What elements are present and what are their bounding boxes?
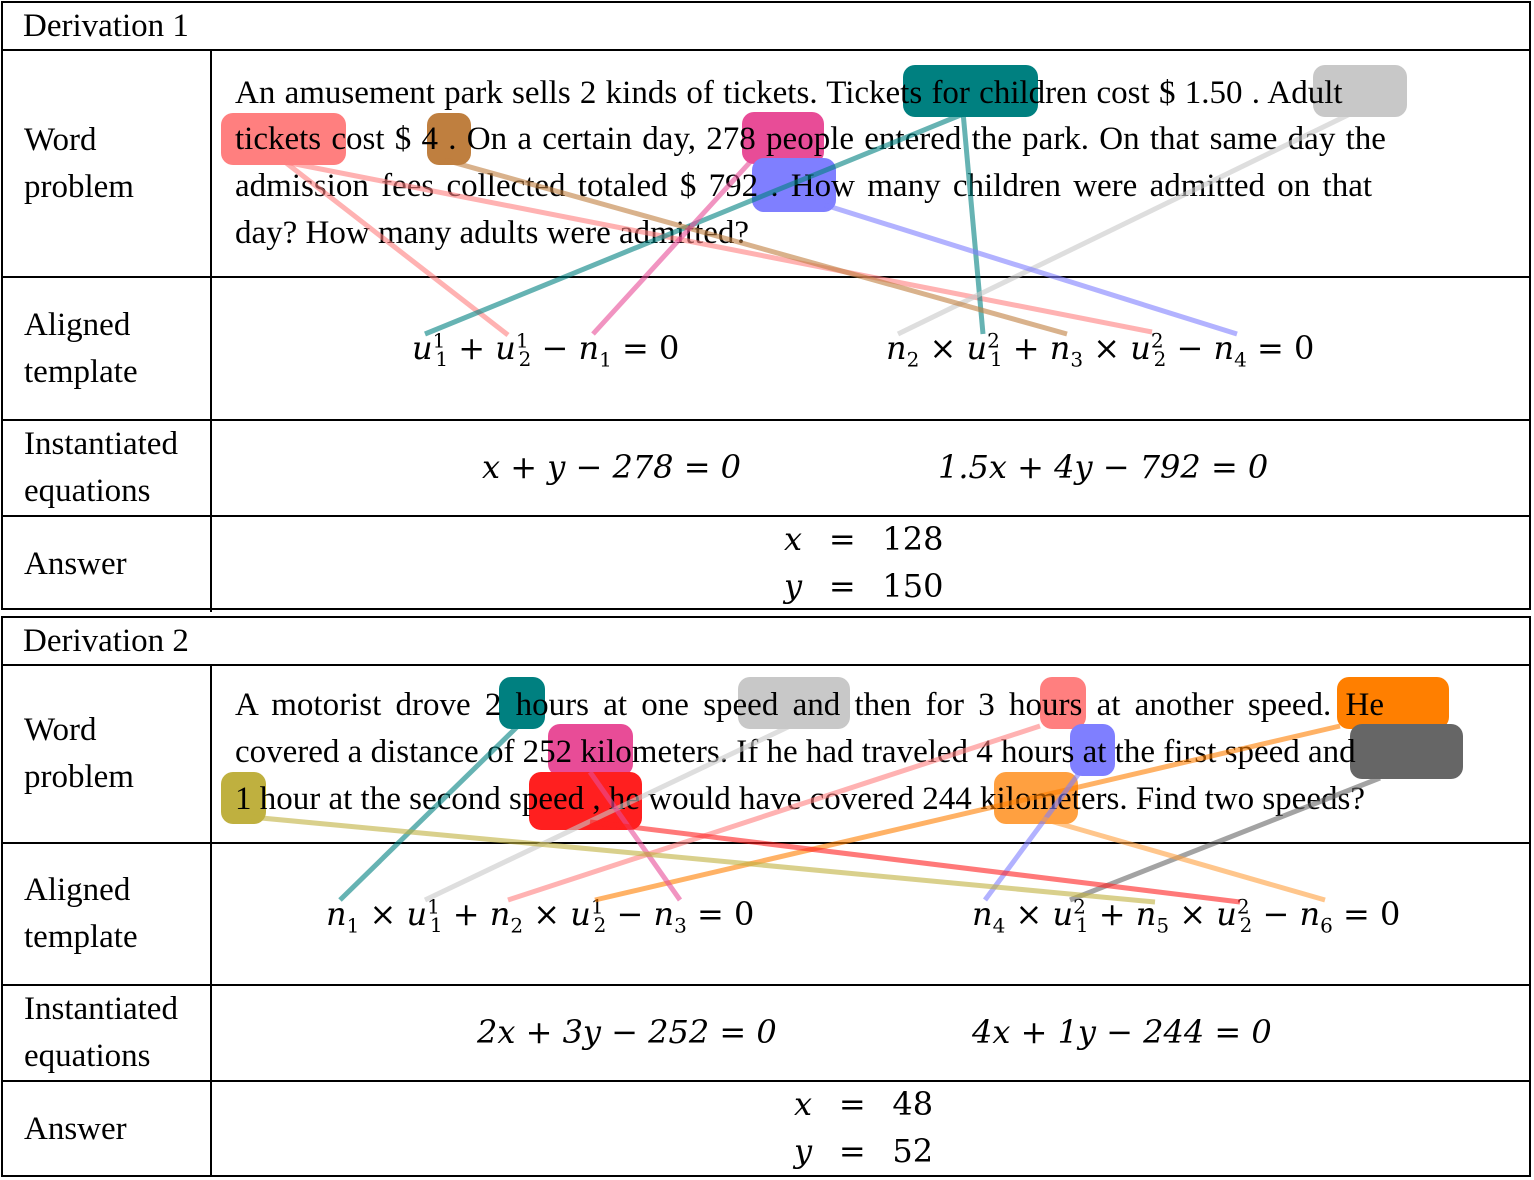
label-line: Aligned [24,872,131,908]
answer-eq: = [838,1085,866,1123]
word-problem-line: 1 hour at the second speed , he would have covered 244 kilometers. Find two speeds? [235,781,1365,817]
word-problem-line: admission fees collected totaled $ 792 . How many children were admitted on that [235,168,1373,204]
answer-value: 150 [882,567,944,605]
aligned-template-cell [212,278,1529,419]
derivation-title: Derivation 1 [3,3,1529,51]
instantiated-equations-cell [212,986,1529,1080]
derivation-1-table [1,1,1531,610]
instantiated-equations-row [3,421,1529,517]
word-problem-line: A motorist drove 2 hours at one speed and then for 3 hours at another speed. He [235,687,1384,723]
instantiated-equation-2: 4x + 1y − 244 = 0 [972,1013,1272,1051]
instantiated-equation-1: 2x + 3y − 252 = 0 [477,1013,777,1051]
aligned-template-row [3,278,1529,421]
answer-cell [212,517,1529,612]
row-label [3,986,212,1080]
label-line: template [24,353,138,390]
answer-var: y [794,1132,813,1170]
label-line: Instantiated [24,426,178,462]
answer-row [3,1082,1529,1177]
label-line: Answer [24,1111,127,1147]
answer-var: x [784,520,803,558]
row-label [3,844,212,984]
row-label [3,666,212,842]
instantiated-equations-row [3,986,1529,1082]
word-problem-line: day? How many adults were admitted? [235,215,750,251]
answer-value: 128 [882,520,944,558]
label-line: equations [24,1038,151,1074]
answer-eq: = [828,567,856,605]
answer-x [794,1084,933,1124]
row-label [3,1082,212,1177]
label-line: Word [24,121,97,158]
word-problem-row [3,51,1529,278]
label-line: Aligned [24,306,131,343]
template-equation-2: $n_2 \times u^2_1 + n_3 \times u^2_2 - n_4 = 0$ [886,328,1315,372]
highlight-speed-3 [1350,724,1463,779]
instantiated-equations-cell [212,421,1529,515]
word-problem-line: covered a distance of 252 kilometers. If he had traveled 4 hours at the first speed and [235,734,1356,770]
label-line: template [24,919,138,955]
answer-var: y [784,567,803,605]
word-problem-line: tickets cost $ 4 . On a certain day, 278 people entered the park. On that same day the [235,121,1386,157]
word-problem-cell [212,666,1529,842]
word-problem-line: An amusement park sells 2 kinds of tickets. Tickets for children cost $ 1.50 . Adult [235,75,1343,111]
answer-x [784,519,943,559]
label-line: problem [24,759,134,795]
label-line: Answer [24,546,127,582]
instantiated-equation-2: 1.5x + 4y − 792 = 0 [938,448,1269,486]
answer-y [794,1131,933,1171]
answer-y [784,566,944,606]
template-equation-1: $n_1 \times u^1_1 + n_2 \times u^1_2 - n_3 = 0$ [326,894,755,938]
row-label [3,421,212,515]
derivation-title: Derivation 2 [3,618,1529,666]
row-label [3,51,212,276]
row-label [3,517,212,612]
word-problem-row [3,666,1529,844]
answer-eq: = [838,1132,866,1170]
template-equation-2: $n_4 \times u^2_1 + n_5 \times u^2_2 - n_6 = 0$ [972,894,1401,938]
answer-eq: = [828,520,856,558]
answer-value: 52 [892,1132,934,1170]
word-problem-cell [212,51,1529,276]
row-label [3,278,212,419]
answer-var: x [794,1085,813,1123]
aligned-template-row [3,844,1529,986]
label-line: Word [24,712,97,748]
label-line: Instantiated [24,991,178,1027]
derivation-2-table [1,616,1531,1177]
label-line: problem [24,168,134,205]
answer-cell [212,1082,1529,1177]
label-line: equations [24,473,151,509]
instantiated-equation-1: x + y − 278 = 0 [482,448,742,486]
answer-row [3,517,1529,612]
template-equation-1: $u^1_1 + u^1_2 - n_1 = 0$ [412,328,680,372]
answer-value: 48 [892,1085,934,1123]
aligned-template-cell [212,844,1529,984]
